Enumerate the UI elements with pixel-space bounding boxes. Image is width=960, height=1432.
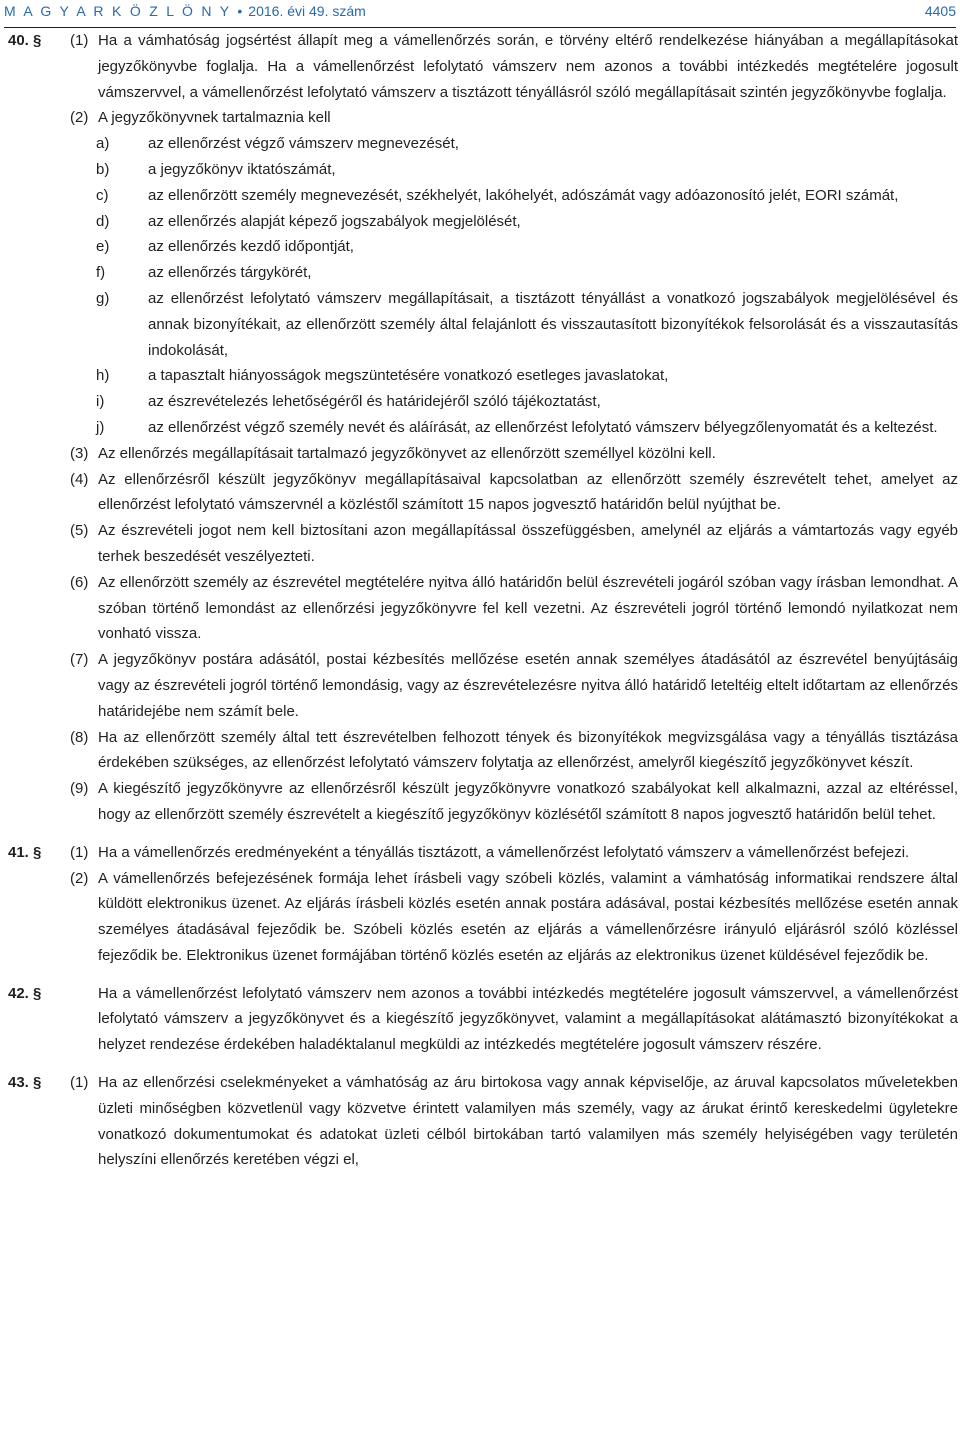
paragraph-number: (7) [70,651,89,669]
paragraph-number: (3) [70,444,89,462]
item-text: az ellenőrzés tárgykörét, [148,264,312,282]
paragraph-text: Ha a vámhatóság jogsértést állapít meg a vámellenőrzés során, e törvény eltérő rendelkezése hiányában a megállapításokat jegyzőkönyvbe foglalja. Ha a vámellenőrzést lefolytató vámszerv nem azonos a további intézkedés megtételére jogosult vámszervvel, a vámellenőrzést lefolytató vámszerv a tisztázott tényállásról szóló megállapításait szintén jegyzőkönyvbe foglalja. [98,32,958,101]
paragraph-number: (9) [70,780,89,798]
section-number: 40. § [8,32,42,49]
item-text: az ellenőrzést végző személy nevét és aláírását, az ellenőrzést lefolytató vámszerv bélyegzőlenyomatát és a keltezést. [148,418,938,436]
item-label: j) [96,418,105,436]
paragraph-number: (1) [70,1074,89,1092]
paragraph-text: Ha a vámellenőrzés eredményeként a tényállás tisztázott, a vámellenőrzést lefolytató vámszerv a vámellenőrzést befejezi. [98,843,910,861]
item-label: d) [96,212,110,230]
item-text: a jegyzőkönyv iktatószámát, [148,160,336,178]
page-header [4,0,956,28]
list-item [96,183,958,209]
header-bullet: • [237,3,243,19]
list-item [96,389,958,415]
paragraph [70,866,958,969]
paragraph-number: (1) [70,32,89,49]
section-number: 42. § [8,984,42,1002]
paragraph-number: (6) [70,573,89,591]
paragraph-text: Az ellenőrzött személy az észrevétel megtételére nyitva álló határidőn belül észrevételi jogáról szóban vagy írásban lemondhat. A szóban történő lemondást az ellenőrzési jegyzőkönyvre fel kell vezetni. Az észrevételi jogról történő lemondó nyilatkozat nem vonható vissza. [98,573,958,643]
list-item [96,157,958,183]
list-item [96,415,958,441]
paragraph-number: (1) [70,843,89,861]
list-item [96,260,958,286]
paragraph-text: Az ellenőrzésről készült jegyzőkönyv megállapításaival kapcsolatban az ellenőrzött személy észrevételt tehet, amelyet az ellenőrzést lefolytató vámszervnél a közléstől számított 15 napos jogvesztő határidőn belül nyújthat be. [98,470,958,514]
paragraph-text: Az észrevételi jogot nem kell biztosítani azon megállapítással összefüggésben, amelynél az eljárás a vámtartozás vagy egyéb terhek beszedését veszélyezteti. [98,522,958,565]
list-item [96,286,958,363]
item-text: az ellenőrzést végző vámszerv megnevezését, [148,135,459,153]
paragraph-number: (5) [70,522,89,540]
item-label: i) [96,393,105,411]
item-label: a) [96,135,110,153]
list-item [96,209,958,235]
section-43 [8,1070,958,1173]
list-item [96,131,958,157]
item-label: e) [96,238,110,256]
paragraph-number: (4) [70,470,89,488]
paragraph [70,840,958,866]
paragraph-text: A jegyzőkönyv postára adásától, postai kézbesítés mellőzése esetén annak személyes átadásától az észrevétel benyújtásáig vagy az észrevételi jogról történő lemondásig, vagy az észrevételezésre nyitva álló határidő leteltéig eltelt időtartam az ellenőrzés határidejébe nem számít bele. [98,651,958,720]
journal-title: M A G Y A R K Ö Z L Ö N Y [4,3,232,19]
paragraph [70,1070,958,1173]
paragraph [70,441,958,467]
paragraph [70,776,958,828]
paragraph-number: (2) [70,109,89,127]
paragraph [70,570,958,647]
paragraph-text: Ha az ellenőrzési cselekményeket a vámhatóság az áru birtokosa vagy annak képviselője, az áruval kapcsolatos műveletekben üzleti minőségben közvetlenül vagy közvetve érintett valamilyen más személy, vagy az árukat érintő kereskedelmi ügyletekre vonatkozó dokumentumokat és adatokat üzleti célból birtokában tartó valamilyen más személy helyiségében vagy területén helyszíni ellenőrzés keretében végzi el, [98,1074,958,1169]
paragraph-text: Az ellenőrzés megállapításait tartalmazó jegyzőkönyvet az ellenőrzött személlyel közölni kell. [98,444,716,462]
journal-masthead [4,0,366,22]
paragraph [70,647,958,724]
paragraph-text: A jegyzőkönyvnek tartalmaznia kell [98,109,331,127]
paragraph [70,467,958,519]
paragraph-number: (2) [70,869,89,887]
section-text: Ha a vámellenőrzést lefolytató vámszerv nem azonos a további intézkedés megtételére jogosult vámszervvel, a vámellenőrzést lefolytató vámszerv a jegyzőkönyvet és a kiegészítő jegyzőkönyvet, valamint a megállapításokat alátámasztó bizonyítékokat a helyzet rendezése érdekében haladéktalanul megküldi az intézkedés megtételére jogosult vámszerv részére. [98,984,958,1054]
item-text: az észrevételezés lehetőségéről és határidejéről szóló tájékoztatást, [148,393,601,411]
page-number: 4405 [924,3,956,19]
paragraph-text: Ha az ellenőrzött személy által tett észrevételben felhozott tények és bizonyítékok megvizsgálása vagy a tényállás tisztázása érdekében szükséges, az ellenőrzést lefolytató vámszerv folytatja az ellenőrzést, amelyről kiegészítő jegyzőkönyvet készít. [98,728,958,772]
item-label: f) [96,264,106,282]
item-label: c) [96,186,109,204]
paragraph-text: A kiegészítő jegyzőkönyvre az ellenőrzésről készült jegyzőkönyvre vonatkozó szabályokat kell alkalmazni, azzal az eltéréssel, hogy az ellenőrzött személy észrevételt a kiegészítő jegyzőkönyv közlésétől számított 8 napos jogvesztő határidőn belül tehet. [98,780,958,823]
item-text: a tapasztalt hiányosságok megszüntetésére vonatkozó esetleges javaslatokat, [148,367,669,385]
document-body [8,28,958,1173]
section-40 [8,28,958,828]
section-41 [8,840,958,969]
section-number: 41. § [8,843,42,861]
item-text: az ellenőrzést lefolytató vámszerv megállapításait, a tisztázott tényállást a vonatkozó jogszabályok megjelölésével és annak bizonyítékait, az ellenőrzött személy által felajánlott és visszautasított bizonyítékok felsorolását és a visszautasítás indokolását, [148,289,958,359]
item-text: az ellenőrzött személy megnevezését, székhelyét, lakóhelyét, adószámát vagy adóazonosító jelét, EORI számát, [148,186,899,204]
paragraph [70,725,958,777]
paragraph-number: (8) [70,728,89,746]
list-item [96,234,958,260]
item-label: g) [96,289,110,307]
paragraph-text: A vámellenőrzés befejezésének formája lehet írásbeli vagy szóbeli közlés, valamint a vámhatóság informatikai rendszere által küldött elektronikus üzenet. Az eljárás írásbeli közlés esetén annak postára adásával, postai kézbesítés mellőzése esetén annak személyes átadásával fejeződik be. Szóbeli közlés esetén az eljárás a vámellenőrzésre irányuló eljárásról szóló közléssel fejeződik be. Elektronikus üzenet formájában történő közlés esetén az eljárás az elektronikus üzenet küldésével fejeződik be. [98,869,958,964]
section-number: 43. § [8,1074,42,1092]
paragraph [70,28,958,105]
item-text: az ellenőrzés kezdő időpontját, [148,238,354,256]
paragraph [70,518,958,570]
item-text: az ellenőrzés alapját képező jogszabályok megjelölését, [148,212,521,230]
paragraph [70,105,958,131]
section-42 [8,981,958,1058]
issue-label: 2016. évi 49. szám [248,3,366,19]
list-item [96,363,958,389]
item-label: h) [96,367,110,385]
item-label: b) [96,160,110,178]
